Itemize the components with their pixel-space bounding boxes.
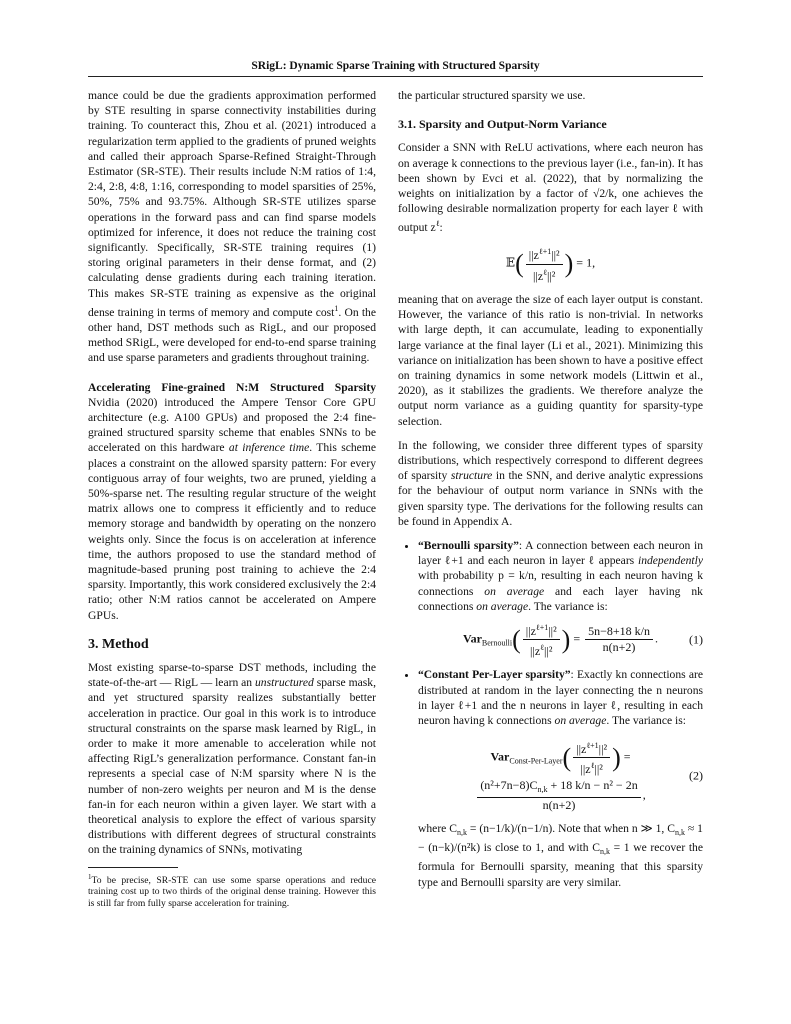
- text-run: with probability p = k/n, resulting in each neuron having k connections: [418, 569, 703, 598]
- sparsity-types-paragraph: [398, 438, 703, 529]
- denominator: n(n+2): [542, 797, 576, 812]
- runin-heading: Accelerating Fine-grained N:M Structured Sparsity: [88, 380, 376, 394]
- var-symbol: Var: [490, 749, 510, 764]
- bullet-title: “Constant Per-Layer sparsity”: [418, 668, 571, 682]
- text-run: Most existing sparse-to-sparse DST methods, including the state-of-the-art — RigL — learn an: [88, 660, 376, 690]
- numerator: $(n^2+7n-8)C_{n,k} + 18$ k/n − n² − 2n: [477, 778, 640, 798]
- paren-left: (: [515, 249, 524, 279]
- text-run: . This scheme places a constraint on the allowed sparsity pattern: For every contiguous array of four weights, two are pruned, yielding a 50%-sparse net. The resulting regular structure of the weight matrix allows one to compress it efficiently and to reduce memory storage and bandwidth by operating on the nonzero weights only. Since the focus is on acceleration at inference time, the authors proposed to use the standard method of magnitude-based pruning post training to achieve the 2:4 sparsity. Importantly, this work considered exclusively the 2:4 ratio; other N:M ratios cannot be accelerated on Ampere GPUs.: [88, 441, 376, 622]
- variance-paragraph: meaning that on average the size of each layer output is constant. However, the variance of this ratio is non-trivial. In networks with large depth, it can accumulate, leading to exponentially large variance at the final layer (Li et al., 2021). Minimizing this variance on initialization has been shown to have a positive effect on training dynamics in some network models (Littwin et al., 2020), as it stabilizes the gradients. We therefore analyze the output norm variance as a guiding quantity for sparsity-type selection.: [398, 292, 703, 428]
- text-run: Consider a SNN with ReLU activations, where each neuron has on average k connections to the previous layer (i.e., fan-in). It has been shown by Evci et al. (2022), that by normalizing the weights on initialization by a factor of √2/k, one achieves the following desirable normalization property for each layer ℓ with output z: [398, 141, 703, 235]
- normalization-equation: [398, 244, 703, 283]
- equation-2: Var$_{Const-Per-Layer}$( $\frac{||z^{\ell+1}||^2}{||z^\ell||^2}$ ) = $\frac{(n^2+7n-8)C_{n,k} + 18 k/n - n^2 - 2n}{n(n+2)}$ , (2): [418, 738, 703, 813]
- fraction: [585, 624, 653, 655]
- subsection-title: 3.1. Sparsity and Output-Norm Variance: [398, 117, 607, 132]
- var-subscript: Bernoulli: [481, 638, 513, 648]
- text-em: on average: [554, 713, 607, 727]
- footnote-rule: [88, 867, 178, 868]
- continuation-paragraph: the particular structured sparsity we use.: [398, 89, 586, 102]
- text-em: at inference time: [228, 441, 310, 455]
- expectation-symbol: 𝔼: [505, 255, 516, 270]
- sparsity-intro-paragraph: [398, 140, 703, 235]
- where-paragraph: where $C_{n,k} = (n-1/k)/(n-1/n)$. Note that when n ≫ 1, $C_{n,k} \approx 1 - (n-k)/(n^2k)$ is close to 1, and with $C_{n,k} = 1$ we recover the formula for Bernoulli sparsity, meaning that this sparsity type and Bernoulli sparsity are very similar.: [418, 821, 703, 889]
- text-run: sparse mask, and yet structured sparsity realizes substantially better acceleration in practice. Our goal in this work is to introduce structural constraints on the sparse mask learned by RigL, in order to make it more amenable to acceleration while not affecting RigL’s generalization performance. Constant fan-in represents a special case of N:M sparsity where N is the number of non-zero weights per neuron and M is the dense fan-in for each neuron within a given layer. We start with a theoretical analysis to explore the effect of various sparsity distributions with different degrees of structural constraints on the training dynamics of SNNs, motivating: [88, 676, 376, 857]
- footnote-mark: 1: [88, 872, 92, 881]
- method-paragraph: [88, 660, 376, 858]
- denominator: n(n+2): [602, 640, 636, 655]
- text-run: In the following, we consider three different types of sparsity distributions, which respectively correspond to different degrees of sparsity: [398, 438, 703, 483]
- paren-right: ): [564, 249, 574, 279]
- text-run: :: [439, 221, 443, 235]
- accelerating-paragraph: [88, 380, 376, 623]
- text-run: mance could be due the gradients approximation performed by STE resulting in sparse connectivity instabilities during training. To counteract this, Zhou et al. (2021) introduced a regularization term applied to the gradients of pruned weights and called their approach Sparse-Refined Straight-Through Estimator (SR-STE). Their results include N:M ratios of 1:4, 2:4, 2:8, 4:8, 1:16, corresponding to model sparsities of 25%, 50%, 75% and 93.75%. Although SR-STE utilizes sparse operations in the forward pass and can find sparse models optimized for inference, it does not reduce the training cost significantly. Specifically, SR-STE training requires (1) storing original parameters in their dense format, and (2) calculating dense gradients during each training iteration. This makes SR-STE training as expensive as the original dense training in terms of memory and compute cost: [88, 89, 376, 319]
- superscript: ℓ: [435, 219, 440, 229]
- footnote: [88, 872, 376, 910]
- list-item: [418, 538, 703, 659]
- var-symbol: Var: [463, 631, 482, 646]
- header-rule: [88, 76, 703, 77]
- bullet-title: “Bernoulli sparsity”: [418, 538, 519, 552]
- sparsity-types-list: [398, 538, 703, 890]
- text-em: unstructured: [255, 676, 314, 690]
- footnote-text: To be precise, SR-STE can use some sparse operations and reduce training cost up to two thirds of the original dense training. However this is still far from fully sparse acceleration for training.: [88, 874, 376, 909]
- list-item: [418, 667, 703, 889]
- text-run: Nvidia (2020) introduced the Ampere Tensor Core GPU architecture (e.g. A100 GPUs) and proposed the 2:4 fine-grained structured sparsity scheme that enables SNNs to be accelerated on this hardware: [88, 395, 376, 455]
- equation-rhs: = 1,: [576, 255, 596, 270]
- text-em: independently: [637, 554, 703, 568]
- text-em: on average: [476, 599, 529, 613]
- text-run: : Exactly kn connections are distributed at random in the layer connecting the n neurons in layer ℓ+1 and the n neurons in layer ℓ, resulting in each neuron having k connections: [418, 668, 703, 727]
- left-column: [88, 88, 376, 909]
- right-column: [398, 88, 703, 899]
- equation-1: Var$_{Bernoulli}$( $\frac{||z^{\ell+1}||^2}{||z^\ell||^2}$ ) = $\frac{5n-8+18 k/n}{n(n+2)}$ . (1): [418, 620, 703, 659]
- related-work-paragraph: [88, 88, 376, 366]
- text-em: on average: [484, 584, 545, 598]
- equation-number: (2): [689, 767, 703, 782]
- running-header: SRigL: Dynamic Sparse Training with Structured Sparsity: [251, 60, 540, 72]
- numerator: 5n−8+18 k/n: [585, 624, 653, 640]
- text-run: and each layer having nk connections: [418, 584, 703, 613]
- equation-number: (1): [689, 632, 703, 647]
- text-run: : A connection between each neuron in layer ℓ+1 and each neuron in layer ℓ appears: [418, 538, 704, 568]
- footnote-ref[interactable]: 1: [334, 303, 339, 313]
- section-title: 3. Method: [88, 636, 149, 652]
- text-em: structure: [450, 469, 493, 483]
- var-subscript: Const-Per-Layer: [509, 756, 563, 766]
- text-run: . On the other hand, DST methods such as RigL, and our proposed method SRigL, were developed for end-to-end sparse training and use sparse parameters and gradients throughout training.: [88, 305, 377, 365]
- numerator: $||z^{\ell+1}||^2$: [526, 244, 563, 264]
- fraction: [477, 778, 640, 813]
- denominator: $||z^\ell||^2$: [532, 267, 556, 283]
- fraction: [526, 244, 563, 283]
- text-run: . The variance is:: [606, 713, 686, 727]
- text-run: . The variance is:: [528, 599, 608, 613]
- text-run: in the SNN, and derive analytic expressions for the behaviour of output norm variance in SNNs with the given sparsity type. The derivations for the following results can be found in Appendix A.: [398, 469, 704, 528]
